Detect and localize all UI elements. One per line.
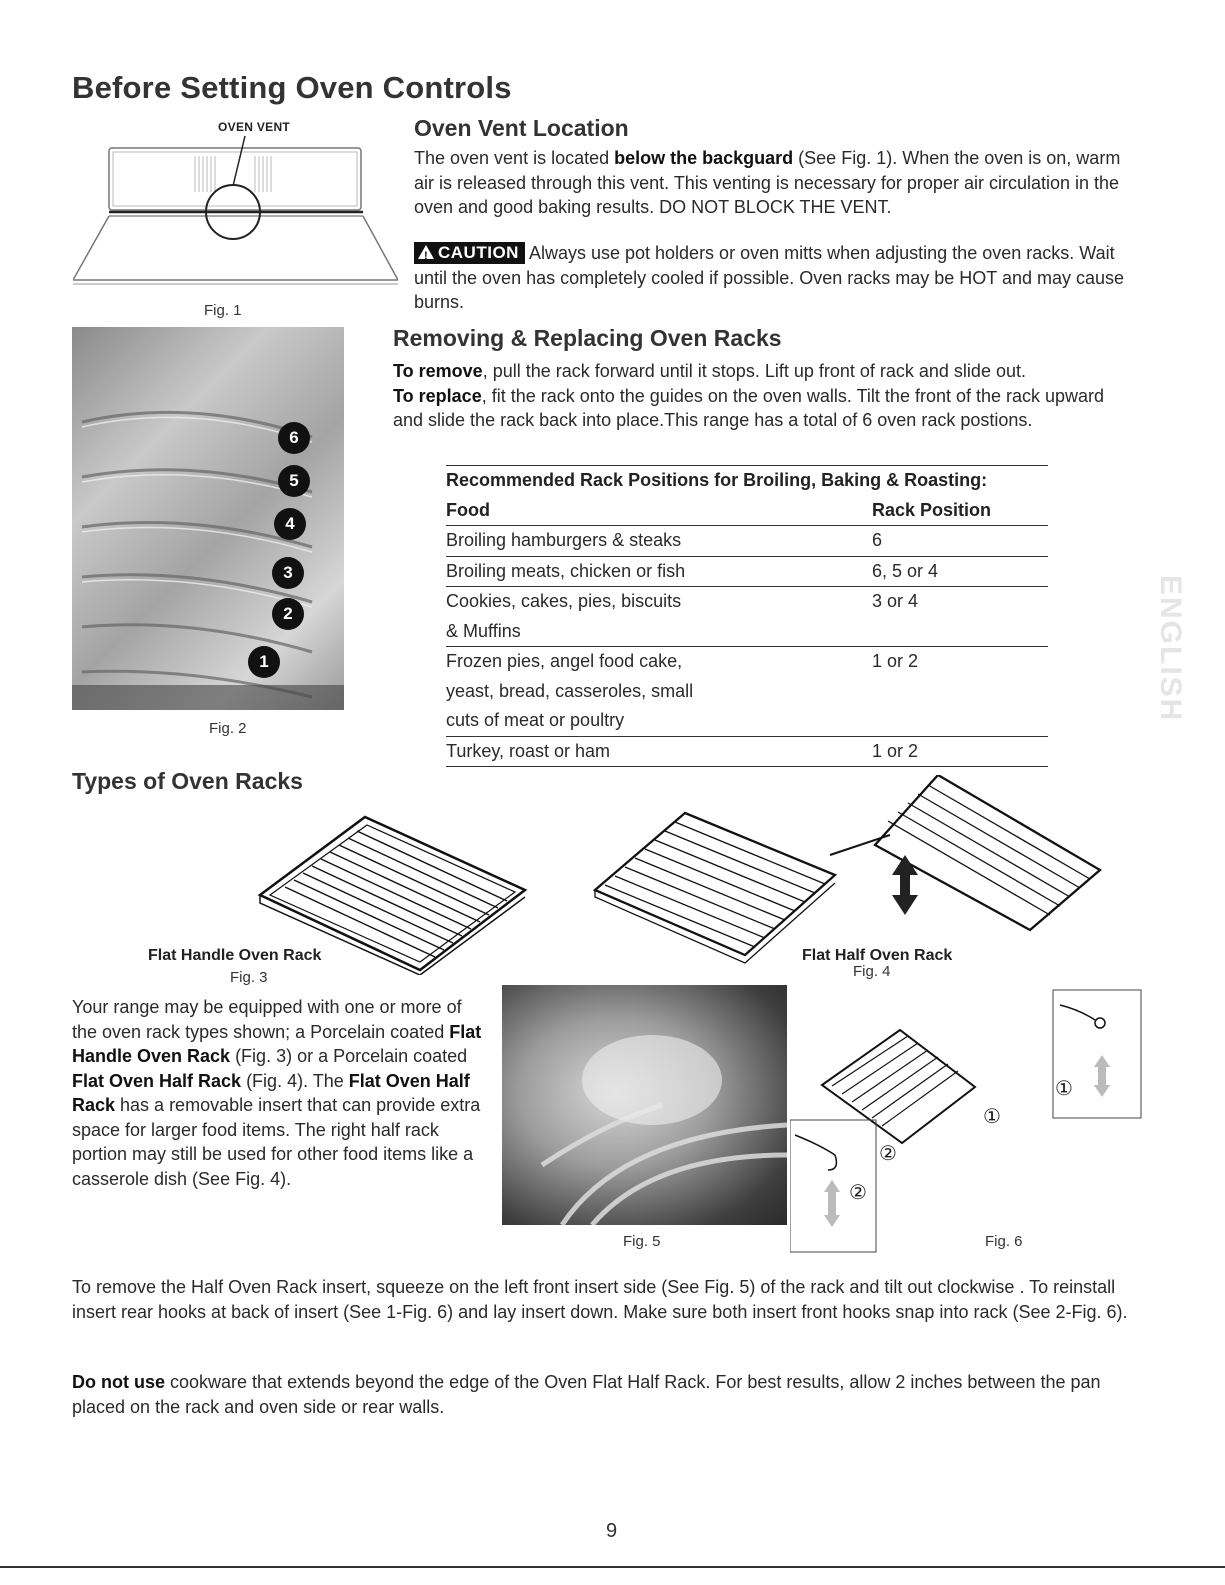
fig4-label: Flat Half Oven Rack — [802, 947, 953, 964]
oven-vent-paragraph — [414, 146, 1139, 220]
vent-text-a: The oven vent is located — [414, 148, 615, 168]
food-cell: Broiling meats, chicken or fish — [446, 560, 686, 581]
fig4-flat-half-rack-drawing — [590, 775, 1120, 970]
rack-position-3-badge: 3 — [272, 557, 304, 589]
fig6-marker-1-center: ① — [983, 1106, 1001, 1128]
types-text-3: (Fig. 4). The — [241, 1070, 349, 1091]
types-text-2: (Fig. 3) or a Porcelain coated — [230, 1046, 468, 1066]
vent-text-b: (See Fig. 1). When the oven is on, warm air is released through this vent. This venting is necessary for proper air circulation in the oven and good baking results. DO NOT BLOCK THE VENT. — [414, 148, 1121, 217]
table-row — [446, 526, 1048, 557]
to-replace-bold: To replace — [393, 385, 482, 406]
oven-vent-heading: Oven Vent Location — [414, 115, 629, 141]
food-cell: Cookies, cakes, pies, biscuits — [446, 591, 682, 611]
fig6-marker-2-center: ② — [879, 1143, 897, 1165]
bottom-rule — [0, 1566, 1225, 1568]
to-remove-bold: To remove — [393, 361, 483, 381]
fig5-hand-squeezing-insert-photo — [502, 985, 787, 1225]
types-racks-heading: Types of Oven Racks — [72, 768, 303, 794]
fig5-caption: Fig. 5 — [623, 1233, 661, 1250]
rack-position-2-badge: 2 — [272, 598, 304, 630]
fig4-caption: Fig. 4 — [853, 963, 891, 980]
fig2-oven-interior-photo — [72, 327, 344, 710]
fig1-caption: Fig. 1 — [204, 302, 242, 319]
caution-paragraph — [414, 241, 1139, 315]
types-bold-3: Flat Oven Half Rack — [72, 1070, 470, 1115]
to-remove-text: , pull the rack forward until it stops. Lift up front of rack and slide out. — [482, 361, 1026, 381]
removing-racks-heading: Removing & Replacing Oven Racks — [393, 325, 782, 351]
table-row — [446, 647, 1048, 737]
food-cell: Frozen pies, angel food cake, — [446, 651, 683, 671]
fig2-caption: Fig. 2 — [209, 720, 247, 737]
oven-vent-label: OVEN VENT — [218, 120, 291, 134]
fig1-oven-vent-illustration — [73, 112, 398, 317]
language-side-tab: ENGLISH — [1154, 575, 1187, 723]
caution-label: CAUTION — [438, 243, 519, 262]
rack-positions-table — [446, 465, 1048, 767]
position-cell: 6, 5 or 4 — [872, 560, 939, 581]
do-not-use-text: cookware that extends beyond the edge of the Oven Flat Half Rack. For best results, allow 2 inches between the pan placed on the rack and oven side or rear walls. — [72, 1372, 1101, 1417]
table-header-row — [446, 496, 1048, 527]
types-bold-2: Flat Oven Half Rack — [72, 1070, 242, 1091]
rack-position-1-badge: 1 — [248, 646, 280, 678]
caution-text: Always use pot holders or oven mitts when adjusting the oven racks. Wait until the oven has completely cooled if possible. Oven racks may be HOT and may cause burns. — [414, 243, 1125, 312]
rack-position-5-badge: 5 — [278, 465, 310, 497]
food-cell: Broiling hamburgers & steaks — [446, 530, 682, 550]
backguard-drawing — [73, 112, 398, 302]
vent-text-bold: below the backguard — [614, 148, 794, 168]
table-row — [446, 737, 1048, 768]
fig6-marker-1-right: ① — [1055, 1078, 1073, 1100]
do-not-use-bold: Do not use — [72, 1372, 165, 1392]
table-title-row — [446, 465, 1048, 496]
to-replace-text: , fit the rack onto the guides on the oven walls. Tilt the front of the rack upward and slide the rack back into place.This range has a total of 6 oven rack postions. — [393, 385, 1105, 430]
remove-insert-paragraph: To remove the Half Oven Rack insert, squeeze on the left front insert side (See Fig. 5) of the rack and tilt out clockwise . To reinstall insert rear hooks at back of insert (See 1-Fig. 6) and lay insert down. Make sure both insert front hooks snap into rack (See 2-Fig. 6). — [72, 1277, 1128, 1322]
rack-position-6-badge: 6 — [278, 422, 310, 454]
table-title: Recommended Rack Positions for Broiling, Baking & Roasting: — [446, 470, 988, 490]
types-racks-paragraph — [72, 995, 482, 1191]
page-number: 9 — [606, 1520, 618, 1542]
warning-triangle-icon — [418, 245, 434, 259]
fig6-marker-2-left: ② — [849, 1182, 867, 1204]
col-position-header: Rack Position — [872, 499, 992, 520]
food-cell-cont: yeast, bread, casseroles, small — [446, 680, 694, 701]
rack-position-4-badge: 4 — [274, 508, 306, 540]
position-cell: 6 — [872, 530, 883, 550]
caution-badge — [414, 242, 525, 264]
food-cell-cont: & Muffins — [446, 620, 521, 641]
position-cell: 3 or 4 — [872, 591, 919, 611]
col-food-header: Food — [446, 499, 490, 520]
table-row — [446, 557, 1048, 588]
types-text-1: Your range may be equipped with one or more of the oven rack types shown; a Porcelain coated — [72, 997, 462, 1042]
removing-racks-paragraph — [393, 359, 1118, 433]
position-cell: 1 or 2 — [872, 651, 919, 671]
fig6-caption: Fig. 6 — [985, 1233, 1023, 1250]
fig3-caption: Fig. 3 — [230, 969, 268, 986]
do-not-use-paragraph — [72, 1370, 1147, 1419]
food-cell: Turkey, roast or ham — [446, 740, 611, 761]
types-bold-1: Flat Handle Oven Rack — [72, 1021, 482, 1066]
types-text-4: has a removable insert that can provide extra space for larger food items. The right half rack portion may still be used for other food items like a casserole dish (See Fig. 4). — [72, 1095, 481, 1189]
page-title: Before Setting Oven Controls — [72, 70, 512, 105]
table-row — [446, 587, 1048, 647]
fig5-rack-wires — [502, 985, 787, 1225]
food-cell-cont: cuts of meat or poultry — [446, 710, 625, 730]
fig3-label: Flat Handle Oven Rack — [148, 947, 322, 964]
fig6-insert-reinstall-diagram — [790, 985, 1145, 1255]
position-cell: 1 or 2 — [872, 740, 919, 761]
